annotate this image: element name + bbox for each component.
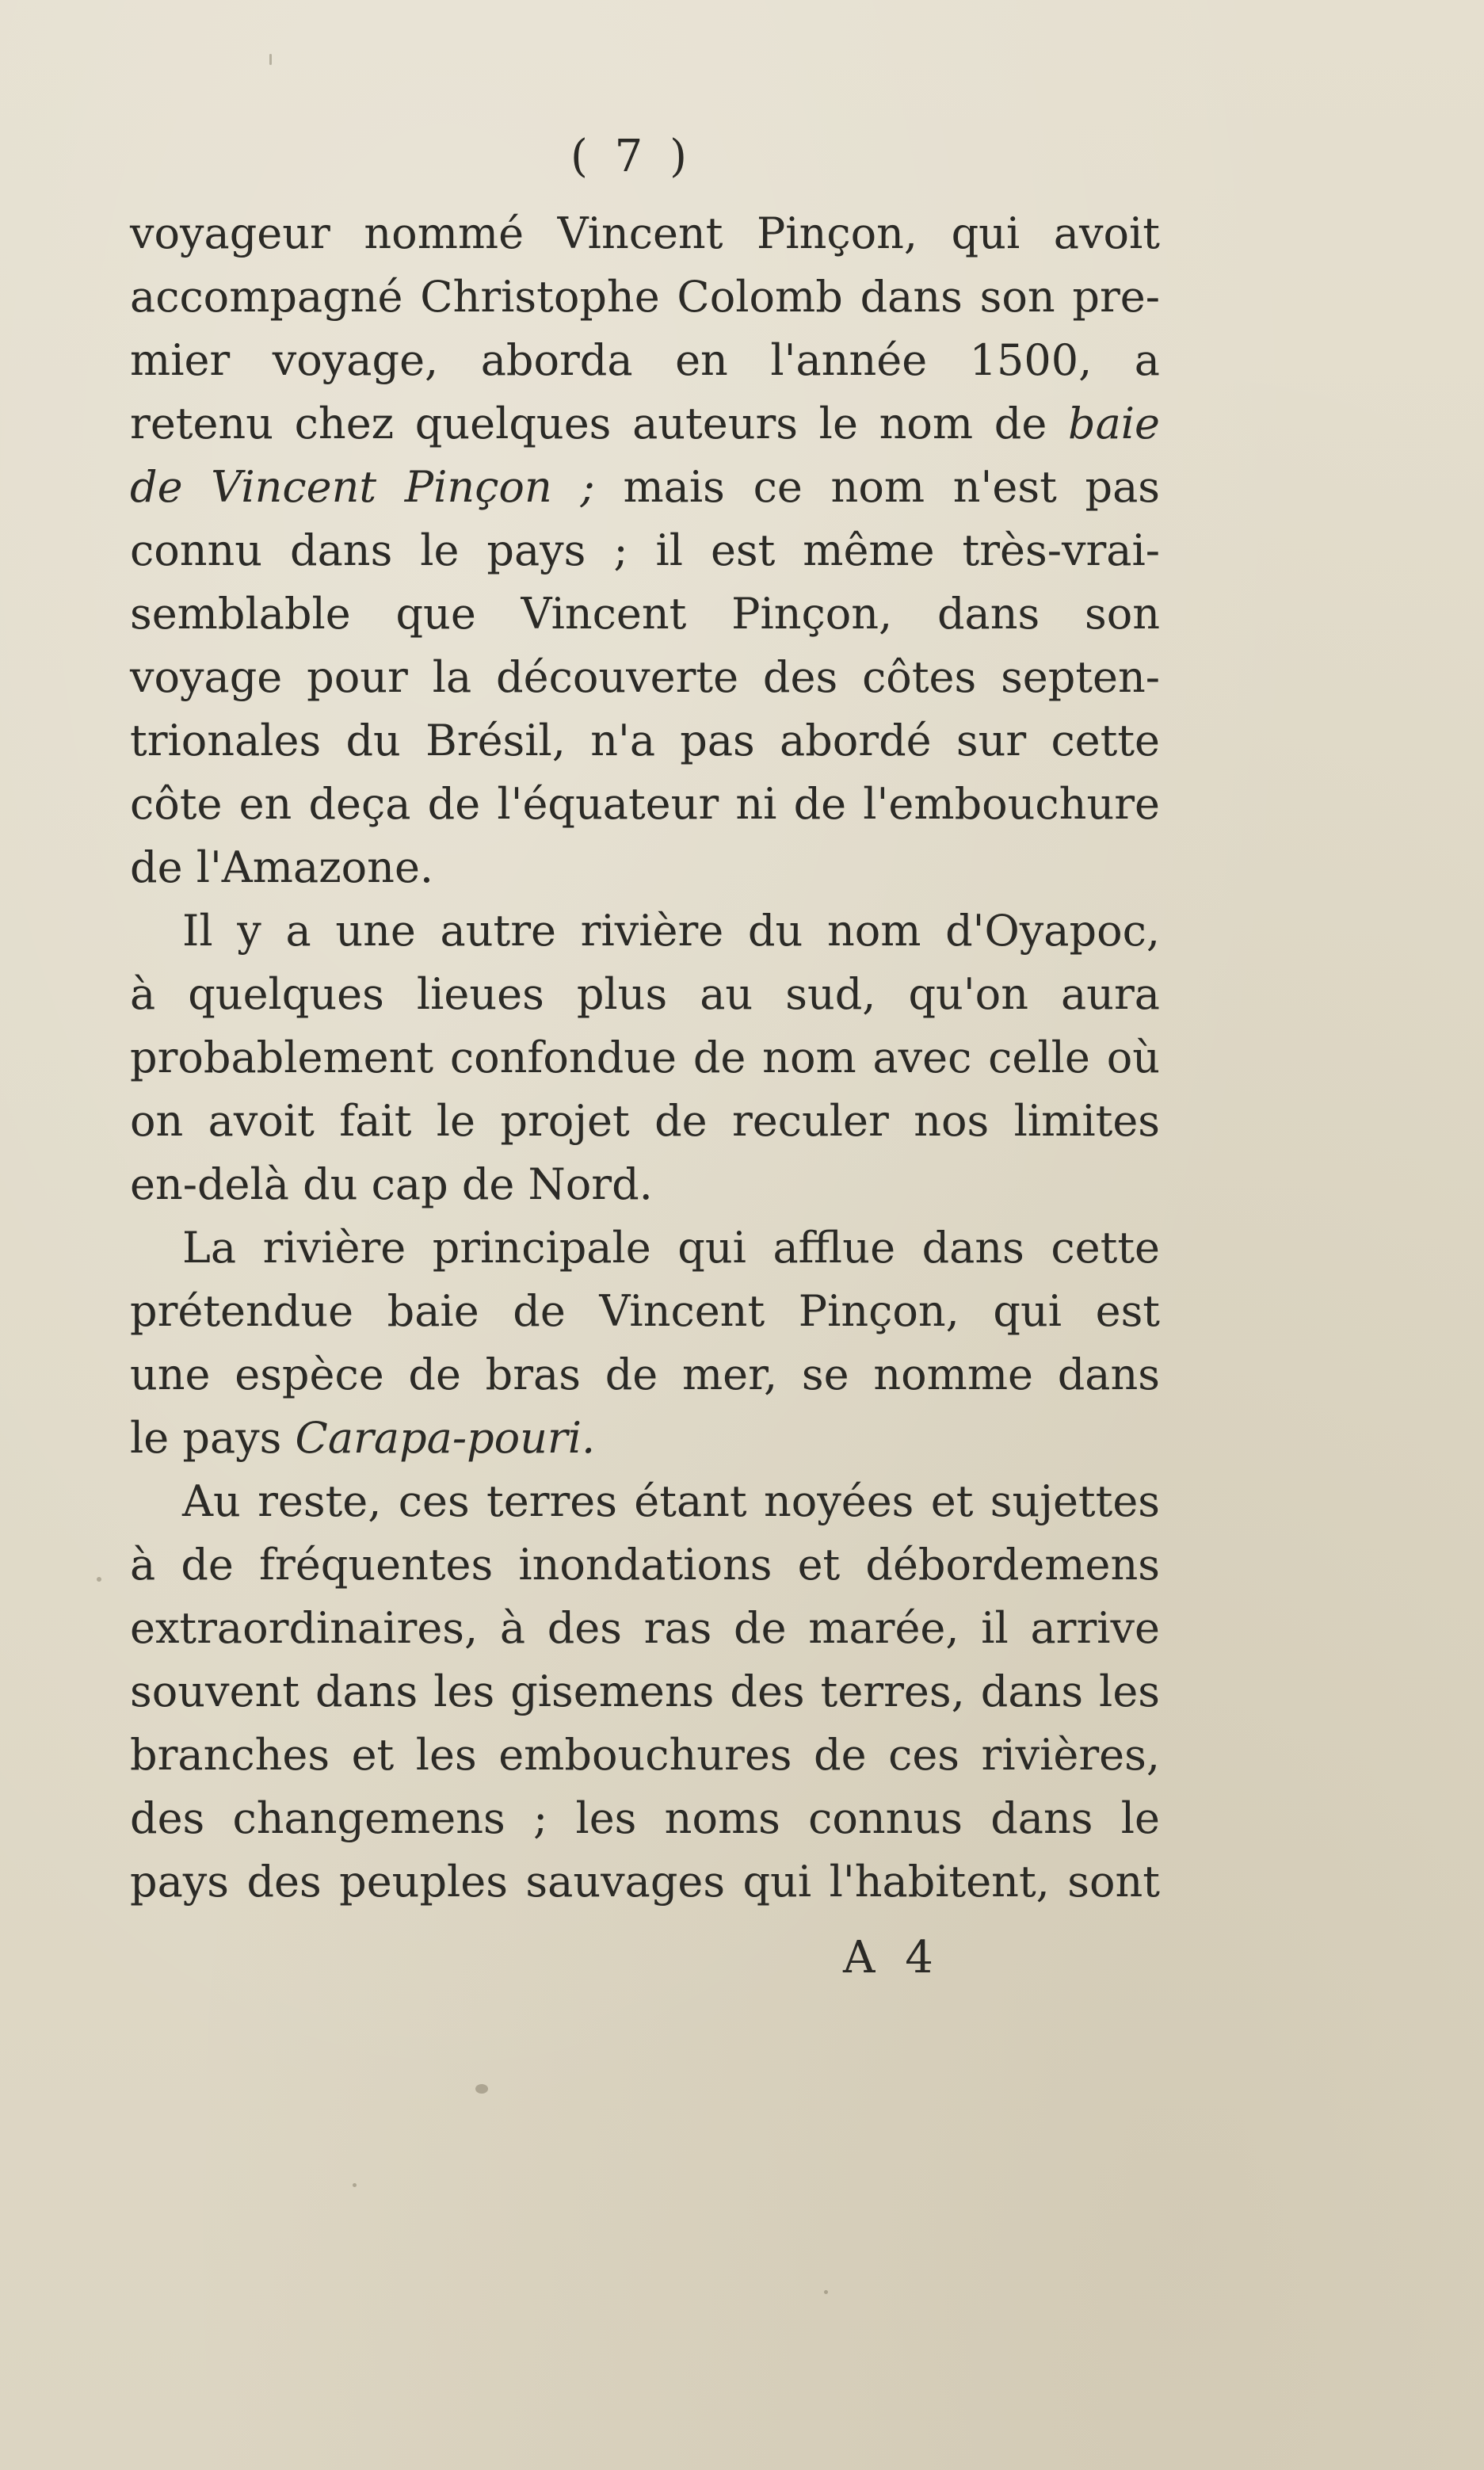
text-line: des changemens ; les noms connus dans le [130,1793,1160,1843]
text-line: extraordinaires, à des ras de marée, il arrive [130,1603,1160,1653]
paper-speck [475,2084,488,2094]
italic-text: Carapa-pouri. [295,1413,596,1463]
page-number: ( 7 ) [570,131,693,182]
text-line: une espèce de bras de mer, se nomme dans [130,1350,1160,1399]
text-line: mier voyage, aborda en l'année 1500, a [130,335,1160,385]
text-line: Il y a une autre rivière du nom d'Oyapoc, [182,906,1160,956]
text-line: le pays Carapa-pouri. [130,1413,596,1463]
body-text [130,202,1160,1914]
paper-speck [269,54,272,65]
text-line: probablement confondue de nom avec celle où [130,1033,1160,1082]
text-line: semblable que Vincent Pinçon, dans son [130,589,1160,639]
italic-text: de Vincent Pinçon ; [130,462,595,512]
text-line: accompagné Christophe Colomb dans son pre- [130,272,1160,322]
text-line: Au reste, ces terres étant noyées et sujettes [182,1476,1160,1526]
text-line: branches et les embouchures de ces rivières, [130,1730,1160,1780]
text-line: retenu chez quelques auteurs le nom de baie [130,399,1160,449]
text-line: voyageur nommé Vincent Pinçon, qui avoit [130,208,1160,258]
text-line: de l'Amazone. [130,842,434,892]
text-line: pays des peuples sauvages qui l'habitent, sont [130,1857,1160,1907]
text-line: La rivière principale qui afflue dans cette [182,1223,1160,1273]
text-line: souvent dans les gisemens des terres, dans les [130,1666,1160,1716]
text-line: côte en deça de l'équateur ni de l'embouchure [130,779,1160,829]
text-line: à quelques lieues plus au sud, qu'on aura [130,969,1160,1019]
text-line: connu dans le pays ; il est même très-vrai- [130,525,1160,575]
paper-speck [97,1577,101,1582]
text-line: trionales du Brésil, n'a pas abordé sur cette [130,716,1160,765]
text-line: on avoit fait le projet de reculer nos limites [130,1096,1160,1146]
text-line: prétendue baie de Vincent Pinçon, qui est [130,1286,1160,1336]
text-line: voyage pour la découverte des côtes septen- [130,652,1160,702]
paper-speck [824,2290,828,2294]
paper-speck [353,2183,357,2187]
italic-text: baie [1068,399,1160,449]
signature-mark: A 4 [843,1932,941,1983]
text-line: de Vincent Pinçon ; mais ce nom n'est pas [130,462,1161,512]
text-line: en-delà du cap de Nord. [130,1159,653,1209]
text-line: à de fréquentes inondations et débordemens [130,1540,1160,1590]
